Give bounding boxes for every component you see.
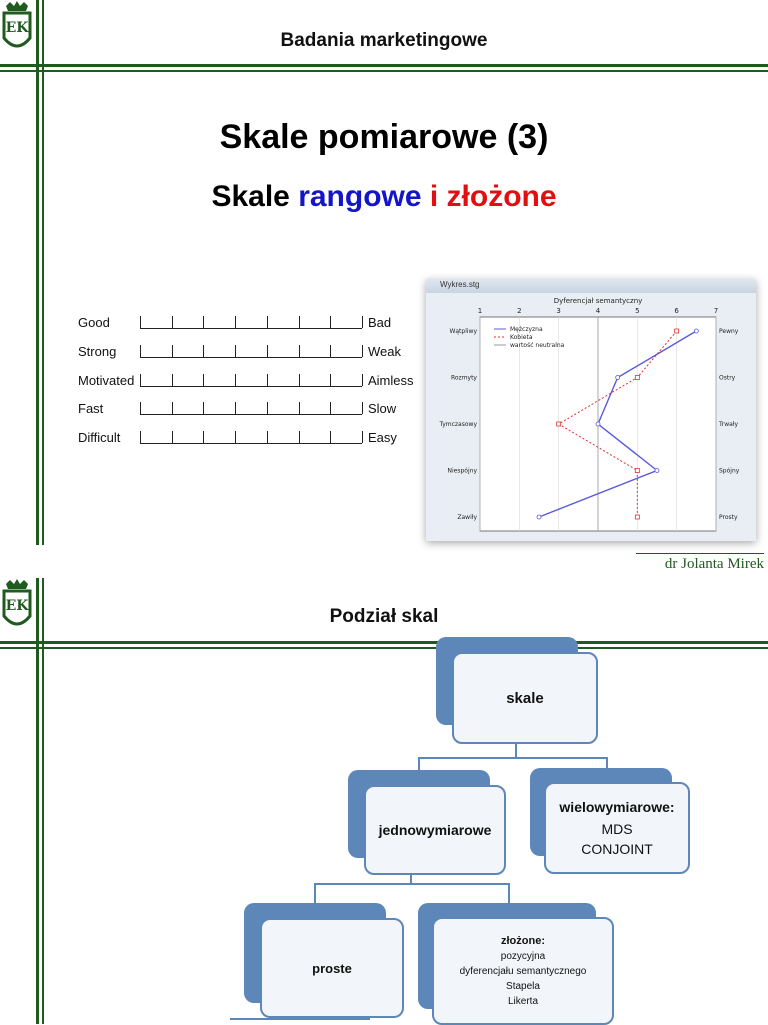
scale-tick (299, 345, 300, 357)
svg-text:EK: EK (5, 20, 29, 36)
x-tick-label: 1 (477, 307, 483, 315)
subtitle-part2: rangowe (298, 180, 422, 213)
author-signature: dr Jolanta Mirek (636, 553, 764, 573)
node-simple (260, 918, 404, 1018)
series-point (655, 469, 659, 473)
series-point (635, 376, 639, 380)
left-category-label: Tymczasowy (439, 421, 477, 428)
scale-tick (172, 402, 173, 414)
frame2-line-horizontal-1 (0, 641, 768, 644)
scale-tick (330, 374, 331, 386)
scale-bar (140, 345, 362, 358)
scale-tick (172, 374, 173, 386)
scale-right-label: Bad (368, 315, 392, 330)
slide1-subtitle (0, 180, 768, 214)
frame2-line-vertical-1 (36, 578, 39, 1024)
scale-tick (330, 316, 331, 328)
scale-tick (140, 316, 141, 328)
frame-line-vertical-2 (42, 0, 44, 545)
scale-tick (330, 345, 331, 357)
scale-tick (235, 402, 236, 414)
scale-tick (235, 431, 236, 443)
right-category-label: Trwały (719, 421, 739, 428)
series-point (675, 329, 679, 333)
scale-right-label: Easy (368, 430, 397, 445)
node-simple-label: proste (312, 960, 352, 976)
scale-tick (267, 431, 268, 443)
scale-bar (140, 374, 362, 387)
scale-tick (203, 431, 204, 443)
x-tick-label: 7 (713, 307, 719, 315)
frame-line-vertical-1 (36, 0, 39, 545)
scale-tick (235, 316, 236, 328)
scale-tick (172, 345, 173, 357)
scale-tick (235, 374, 236, 386)
scale-tick (362, 345, 363, 357)
frame2-line-horizontal-2 (0, 647, 768, 649)
connector-to-simple (314, 883, 316, 903)
scale-tick (140, 431, 141, 443)
series-point (694, 329, 698, 333)
chart-window-titlebar (426, 279, 756, 293)
right-category-label: Ostry (719, 374, 736, 382)
scale-right-label: Weak (368, 344, 401, 359)
node-uni-label: jednowymiarowe (378, 822, 492, 838)
scale-tick (235, 345, 236, 357)
scale-right-label: Aimless (368, 373, 414, 388)
connector-level2-h (314, 883, 510, 885)
left-category-label: Wątpliwy (449, 328, 477, 335)
scale-tick (172, 316, 173, 328)
scale-tick (203, 316, 204, 328)
series-point (557, 422, 561, 426)
left-category-label: Zawiły (457, 514, 477, 521)
scale-tick (362, 316, 363, 328)
scale-tick (362, 431, 363, 443)
series-point (596, 422, 600, 426)
x-tick-label: 5 (635, 307, 640, 315)
node-complex-item-3: Stapela (506, 981, 540, 992)
x-tick-label: 4 (595, 307, 601, 315)
legend-label: Mężczyzna (510, 326, 543, 333)
node-multi-title: wielowymiarowe: (559, 799, 675, 815)
scale-bar (140, 316, 362, 329)
frame-line-horizontal-1 (0, 64, 768, 67)
scale-tick (203, 402, 204, 414)
scale-tick (203, 374, 204, 386)
scale-left-label: Difficult (78, 430, 121, 445)
node-complex (432, 917, 614, 1025)
series-point (635, 469, 639, 473)
scale-left-label: Strong (78, 344, 117, 359)
node-multi (544, 782, 690, 874)
connector-to-complex (508, 883, 510, 903)
scale-left-label: Motivated (78, 373, 135, 388)
scale-bar (140, 431, 362, 444)
scale-tick (140, 374, 141, 386)
scale-tick (299, 374, 300, 386)
series-point (635, 515, 639, 519)
slide1-header: Badania marketingowe (280, 30, 488, 51)
node-multi-item-2: CONJOINT (581, 841, 653, 857)
scale-tick (203, 345, 204, 357)
subtitle-part3: i złożone (429, 180, 557, 213)
node-complex-item-1: pozycyjna (500, 951, 546, 962)
x-tick-label: 6 (674, 307, 679, 315)
node-complex-item-4: Likerta (507, 996, 538, 1007)
slide2-header: Podział skal (329, 606, 439, 627)
x-tick-label: 3 (556, 307, 561, 315)
right-category-label: Prosty (719, 514, 738, 521)
legend-label: Kobieta (510, 334, 533, 341)
series-point (537, 515, 541, 519)
scale-tick (330, 402, 331, 414)
frame-line-horizontal-2 (0, 70, 768, 72)
scale-tick (267, 402, 268, 414)
chart-window-title: Wykres.stg (440, 280, 480, 289)
frame2-line-vertical-2 (42, 578, 44, 1024)
subtitle-part1: Skale (211, 180, 290, 213)
series-point (616, 376, 620, 380)
slide1-title: Skale pomiarowe (3) (219, 118, 549, 156)
connector-level1-h (418, 757, 608, 759)
svg-text:EK: EK (5, 598, 29, 614)
scale-tick (299, 316, 300, 328)
scale-tick (330, 431, 331, 443)
scale-right-label: Slow (368, 401, 397, 416)
scale-tick (267, 374, 268, 386)
left-category-label: Rozmyty (450, 374, 477, 382)
scale-left-label: Fast (78, 401, 104, 416)
scale-tick (140, 345, 141, 357)
scale-tick (267, 345, 268, 357)
scale-tick (299, 402, 300, 414)
node-root-label: skale (506, 689, 544, 707)
node-root (452, 652, 598, 744)
right-category-label: Spójny (719, 467, 740, 475)
node-uni (364, 785, 506, 875)
connector-simple-down (230, 1018, 370, 1020)
scale-tick (299, 431, 300, 443)
node-multi-item-1: MDS (601, 821, 633, 837)
scale-tick (362, 374, 363, 386)
legend-label: wartość neutralna (510, 342, 565, 349)
x-tick-label: 2 (517, 307, 522, 315)
scale-tick (172, 431, 173, 443)
scale-tick (267, 316, 268, 328)
chart-plot (426, 293, 756, 541)
scale-tick (362, 402, 363, 414)
scale-tick (140, 402, 141, 414)
scale-left-label: Good (78, 315, 110, 330)
node-complex-title: złożone: (501, 935, 545, 947)
node-complex-item-2: dyferencjału semantycznego (459, 966, 587, 977)
left-category-label: Niespójny (447, 467, 477, 475)
connector-root-down (515, 742, 517, 758)
connector-to-uni (418, 757, 420, 771)
scale-bar (140, 402, 362, 415)
right-category-label: Pewny (719, 328, 739, 335)
chart-title: Dyferencjał semantyczny (553, 297, 643, 305)
chart-window (426, 279, 756, 541)
